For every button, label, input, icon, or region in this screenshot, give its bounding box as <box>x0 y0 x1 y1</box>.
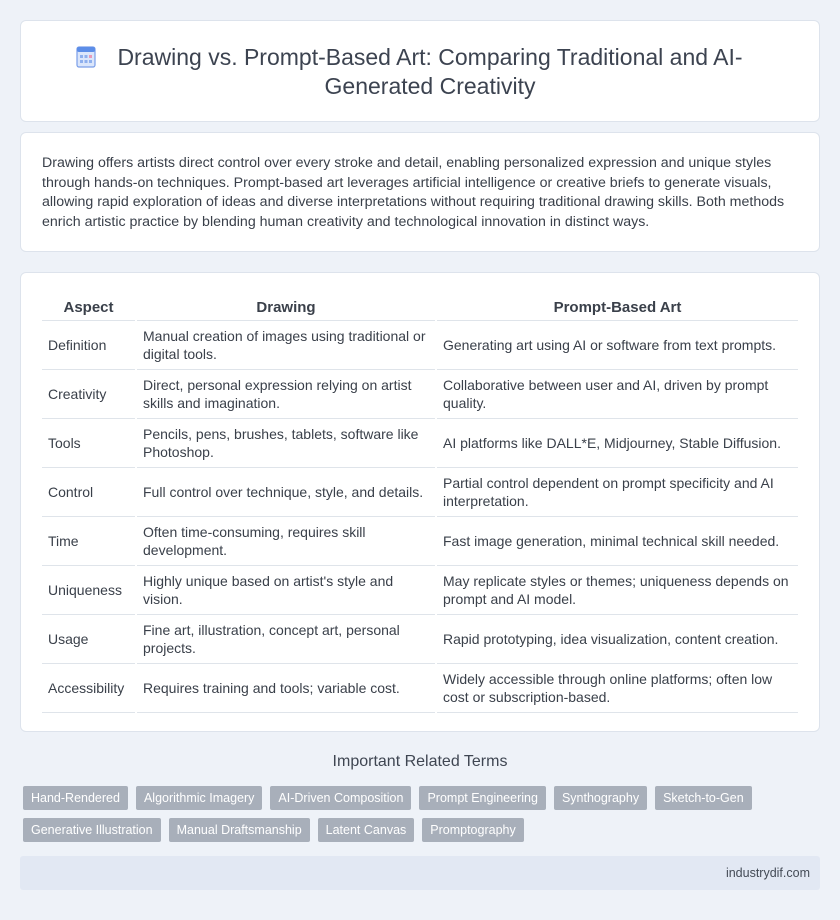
aspect-cell: Uniqueness <box>42 565 136 614</box>
header-drawing: Drawing <box>136 296 436 320</box>
tag-row <box>23 818 813 842</box>
tag-latent-canvas[interactable]: Latent Canvas <box>318 818 415 842</box>
header-aspect: Aspect <box>42 296 136 320</box>
aspect-cell: Tools <box>42 418 136 467</box>
intro-card <box>20 132 820 252</box>
drawing-cell: Direct, personal expression relying on artist skills and imagination. <box>136 369 436 418</box>
table-header-row <box>42 296 798 320</box>
tag-synthography[interactable]: Synthography <box>554 786 647 810</box>
tag-hand-rendered[interactable]: Hand-Rendered <box>23 786 128 810</box>
table-row <box>42 565 798 614</box>
page-title: Drawing vs. Prompt-Based Art: Comparing Traditional and AI-Generated Creativity <box>117 44 743 99</box>
drawing-cell: Pencils, pens, brushes, tablets, software like Photoshop. <box>136 418 436 467</box>
table-row <box>42 663 798 712</box>
aspect-cell: Definition <box>42 320 136 369</box>
tag-prompt-engineering[interactable]: Prompt Engineering <box>419 786 545 810</box>
drawing-cell: Requires training and tools; variable cost. <box>136 663 436 712</box>
table-row <box>42 467 798 516</box>
related-terms-tags <box>23 786 813 850</box>
tag-algorithmic-imagery[interactable]: Algorithmic Imagery <box>136 786 262 810</box>
drawing-cell: Highly unique based on artist's style and vision. <box>136 565 436 614</box>
intro-paragraph: Drawing offers artists direct control over every stroke and detail, enabling personalized expression and unique styles through hands-on techniques. Prompt-based art leverages artificial intelligence or creative briefs to generate visuals, allowing rapid exploration of ideas and diverse interpretations without requiring traditional drawing skills. Both methods enrich artistic practice by blending human creativity and technological innovation in distinct ways. <box>42 155 785 230</box>
related-terms-heading: Important Related Terms <box>332 753 508 770</box>
aspect-cell: Usage <box>42 614 136 663</box>
comparison-table <box>42 296 798 713</box>
table-row <box>42 516 798 565</box>
header-prompt-based-art: Prompt-Based Art <box>436 296 798 320</box>
table-row <box>42 369 798 418</box>
prompt-cell: Generating art using AI or software from text prompts. <box>436 320 798 369</box>
footer <box>20 856 820 890</box>
drawing-cell: Often time-consuming, requires skill development. <box>136 516 436 565</box>
aspect-cell: Control <box>42 467 136 516</box>
header-card <box>20 20 820 122</box>
drawing-cell: Fine art, illustration, concept art, personal projects. <box>136 614 436 663</box>
tag-ai-driven-composition[interactable]: AI-Driven Composition <box>270 786 411 810</box>
table-row <box>42 614 798 663</box>
footer-site-link[interactable]: industrydif.com <box>725 866 810 880</box>
prompt-cell: Fast image generation, minimal technical skill needed. <box>436 516 798 565</box>
drawing-cell: Full control over technique, style, and details. <box>136 467 436 516</box>
tag-generative-illustration[interactable]: Generative Illustration <box>23 818 161 842</box>
table-row <box>42 320 798 369</box>
prompt-cell: Collaborative between user and AI, driven by prompt quality. <box>436 369 798 418</box>
prompt-cell: Widely accessible through online platforms; often low cost or subscription-based. <box>436 663 798 712</box>
aspect-cell: Time <box>42 516 136 565</box>
drawing-cell: Manual creation of images using traditional or digital tools. <box>136 320 436 369</box>
table-row <box>42 418 798 467</box>
tag-promptography[interactable]: Promptography <box>422 818 523 842</box>
tag-manual-draftsmanship[interactable]: Manual Draftsmanship <box>169 818 310 842</box>
comparison-card <box>20 272 820 732</box>
aspect-cell: Accessibility <box>42 663 136 712</box>
prompt-cell: Rapid prototyping, idea visualization, content creation. <box>436 614 798 663</box>
prompt-cell: May replicate styles or themes; uniqueness depends on prompt and AI model. <box>436 565 798 614</box>
prompt-cell: AI platforms like DALL*E, Midjourney, Stable Diffusion. <box>436 418 798 467</box>
aspect-cell: Creativity <box>42 369 136 418</box>
prompt-cell: Partial control dependent on prompt specificity and AI interpretation. <box>436 467 798 516</box>
tag-sketch-to-gen[interactable]: Sketch-to-Gen <box>655 786 752 810</box>
tag-row <box>23 786 813 810</box>
